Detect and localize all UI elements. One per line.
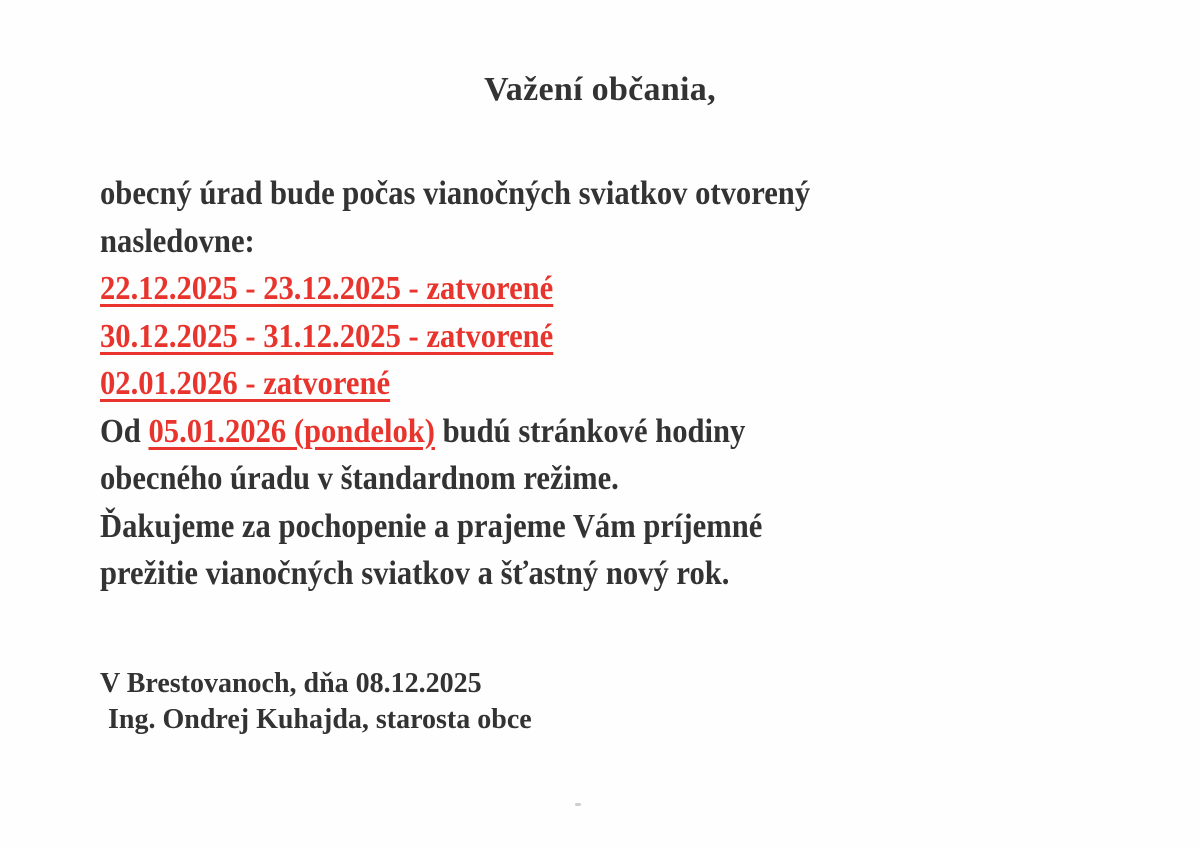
place-date: V Brestovanoch, dňa 08.12.2025: [100, 668, 482, 699]
greeting-heading: Važení občania,: [484, 71, 716, 108]
reopen-prefix: Od: [100, 412, 149, 450]
intro-line-2: nasledovne:: [100, 222, 255, 260]
closure-dates-3: 02.01.2026 - zatvorené: [100, 365, 391, 402]
thanks-line-2: prežitie vianočných sviatkov a šťastný nový rok.: [100, 555, 730, 592]
closure-dates-2: 30.12.2025 - 31.12.2025 - zatvorené: [100, 317, 554, 355]
reopen-date: 05.01.2026 (pondelok): [148, 412, 435, 450]
reopen-suffix: budú stránkové hodiny: [434, 412, 746, 450]
intro-line-1: obecný úrad bude počas vianočných sviatkov otvorený: [100, 175, 811, 212]
closure-item: [100, 265, 889, 313]
thanks-line-1: Ďakujeme za pochopenie a prajeme Vám príjemné: [100, 507, 763, 545]
reopen-line-2: obecného úradu v štandardnom režime.: [100, 460, 619, 497]
scan-artifact: [575, 803, 581, 806]
closure-item: [100, 360, 889, 408]
closure-item: [100, 313, 889, 361]
closure-dates-1: 22.12.2025 - 23.12.2025 - zatvorené: [100, 270, 554, 307]
reopen-line-1: [100, 408, 889, 456]
notice-body: [100, 170, 889, 598]
signature-block: [100, 666, 532, 738]
signatory: Ing. Ondrej Kuhajda, starosta obce: [108, 704, 532, 735]
